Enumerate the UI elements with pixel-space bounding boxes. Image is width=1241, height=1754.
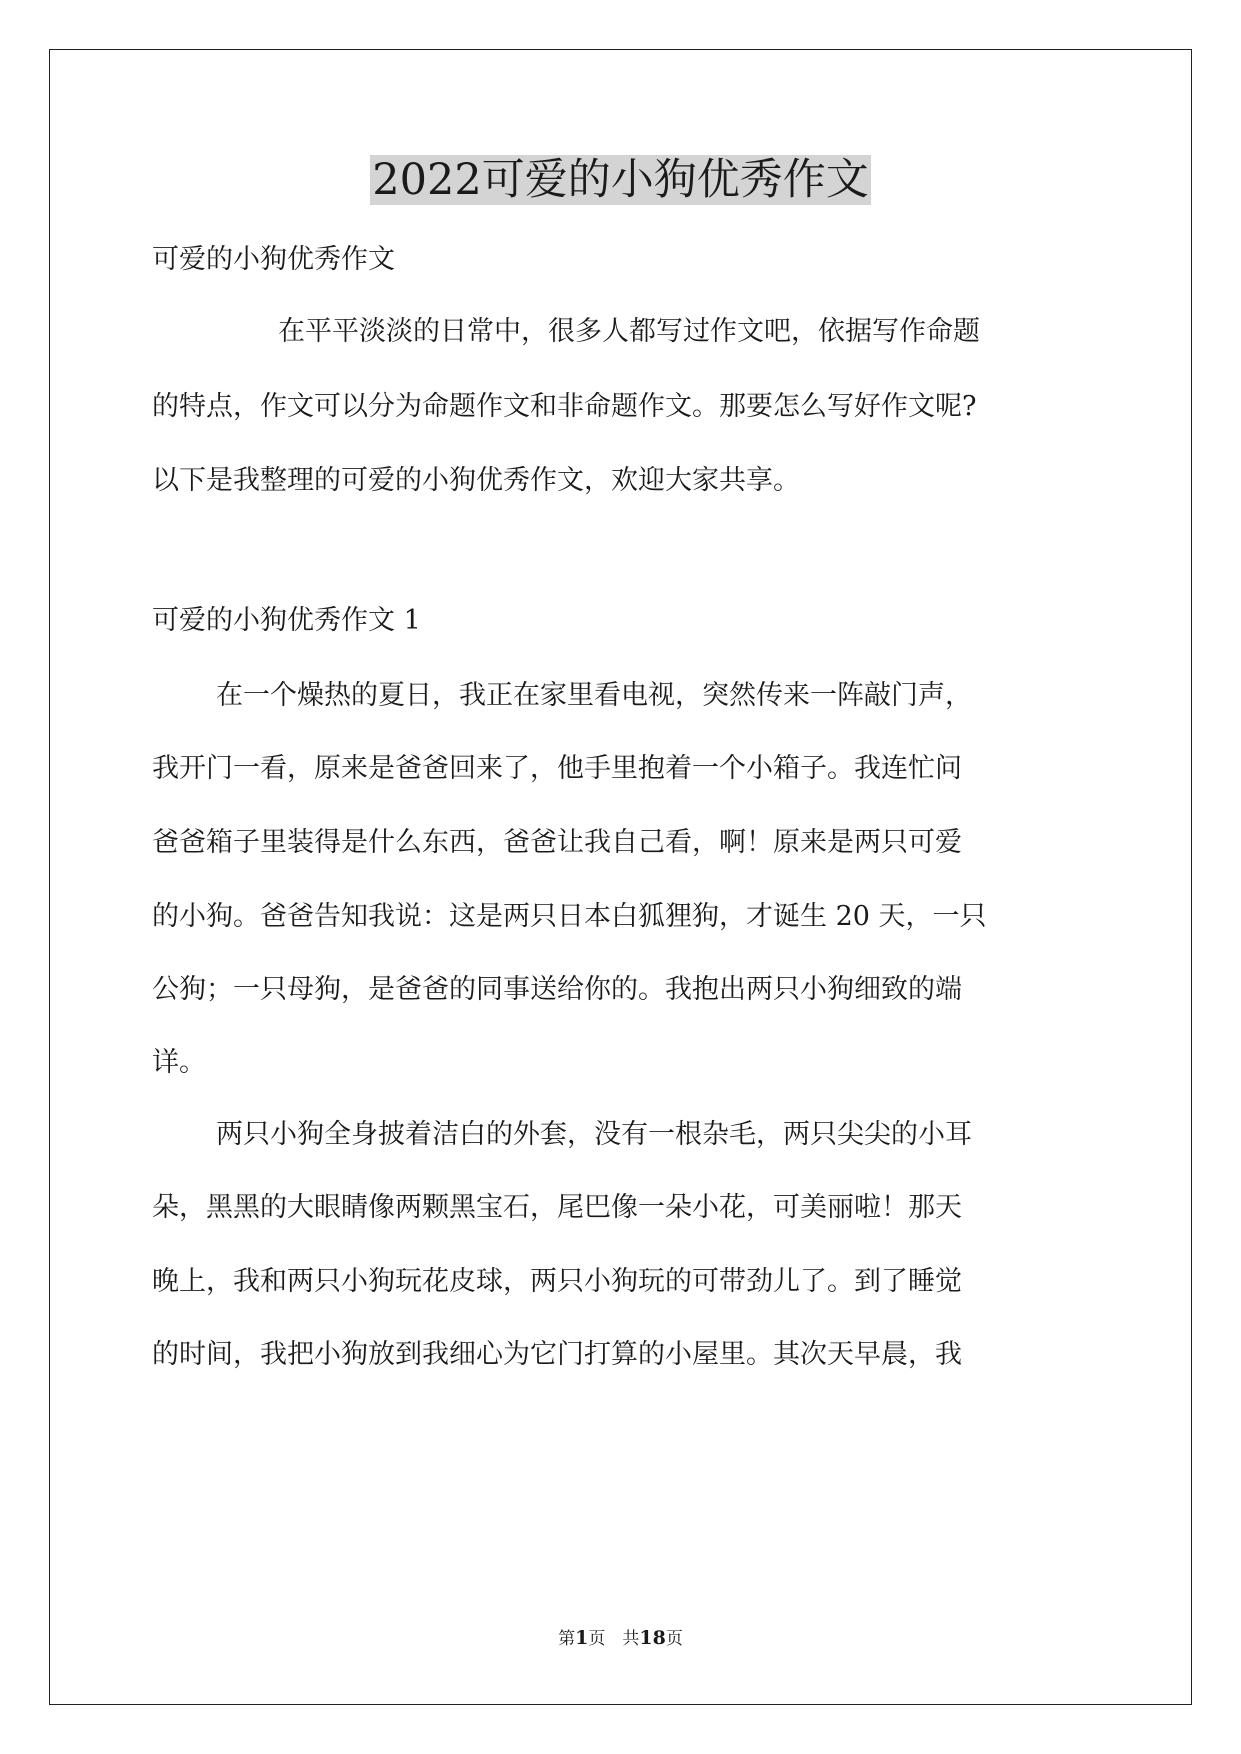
page-border bbox=[49, 49, 1192, 1705]
page-prefix: 第 bbox=[558, 1629, 576, 1649]
para2-line-4: 的时间，我把小狗放到我细心为它门打算的小屋里。其次天早晨，我 bbox=[152, 1339, 962, 1370]
document-subtitle: 可爱的小狗优秀作文 bbox=[152, 244, 395, 275]
page-total: 18 bbox=[639, 1627, 666, 1649]
para2-line-1: 两只小狗全身披着洁白的外套，没有一根杂毛，两只尖尖的小耳 bbox=[216, 1119, 972, 1150]
section-heading: 可爱的小狗优秀作文 1 bbox=[152, 605, 421, 636]
para1-line-1: 在一个燥热的夏日，我正在家里看电视，突然传来一阵敲门声， bbox=[216, 680, 972, 711]
para1-line-5: 公狗；一只母狗，是爸爸的同事送给你的。我抱出两只小狗细致的端 bbox=[152, 974, 962, 1005]
document-title-text: 2022可爱的小狗优秀作文 bbox=[372, 155, 869, 205]
page-suffix: 页 bbox=[665, 1629, 683, 1649]
page-current: 1 bbox=[575, 1627, 589, 1649]
intro-line-1: 在平平淡淡的日常中，很多人都写过作文吧，依据写作命题 bbox=[278, 316, 980, 347]
para1-line-6: 详。 bbox=[152, 1047, 206, 1078]
intro-line-2: 的特点，作文可以分为命题作文和非命题作文。那要怎么写好作文呢? bbox=[152, 391, 977, 422]
intro-line-3: 以下是我整理的可爱的小狗优秀作文，欢迎大家共享。 bbox=[152, 465, 800, 496]
para1-line-2: 我开门一看，原来是爸爸回来了，他手里抱着一个小箱子。我连忙问 bbox=[152, 753, 962, 784]
page-mid: 页 共 bbox=[588, 1629, 640, 1649]
page-footer bbox=[0, 1626, 1241, 1651]
para1-line-4: 的小狗。爸爸告知我说：这是两只日本白狐狸狗，才诞生 20 天，一只 bbox=[152, 901, 987, 932]
para1-line-3: 爸爸箱子里装得是什么东西，爸爸让我自己看，啊！原来是两只可爱 bbox=[152, 827, 962, 858]
para2-line-3: 晚上，我和两只小狗玩花皮球，两只小狗玩的可带劲儿了。到了睡觉 bbox=[152, 1266, 962, 1297]
para2-line-2: 朵，黑黑的大眼睛像两颗黑宝石，尾巴像一朵小花，可美丽啦！那天 bbox=[152, 1192, 962, 1223]
document-title bbox=[0, 150, 1241, 210]
